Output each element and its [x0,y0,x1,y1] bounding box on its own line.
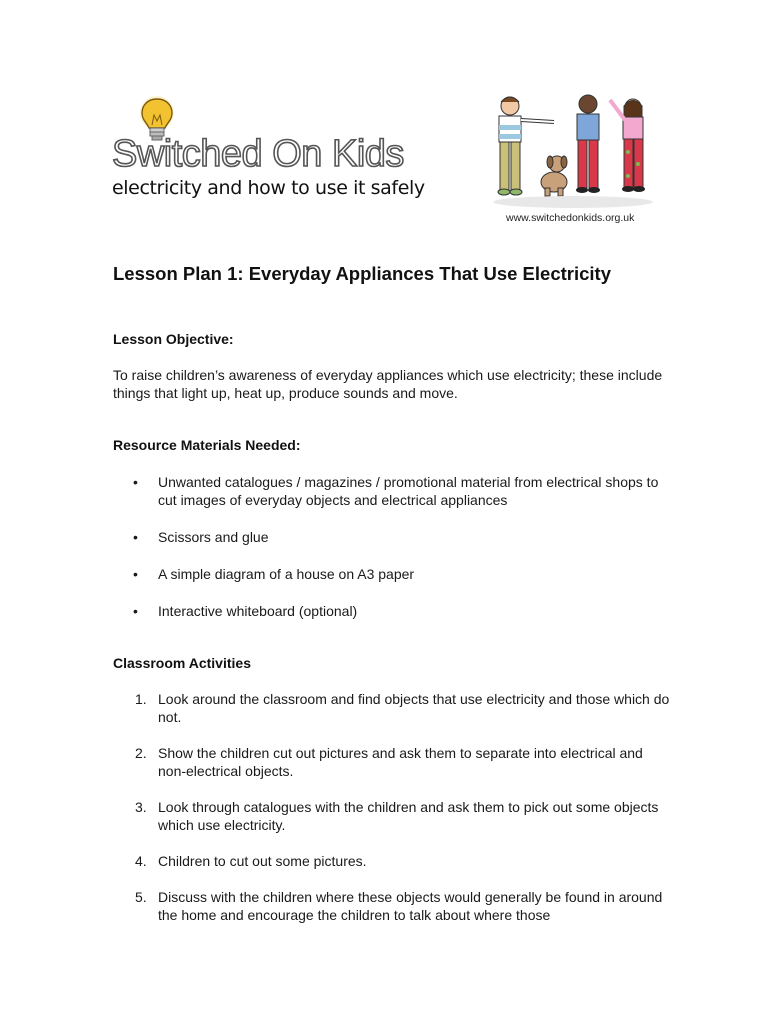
switched-on-kids-logo [110,95,425,215]
resource-text: Scissors and glue [158,529,269,545]
list-item [113,602,673,620]
activity-text: Children to cut out some pictures. [158,853,367,869]
list-item [113,690,673,726]
logo-title: Switched On Kids [112,133,404,175]
resources-list [113,473,673,620]
activities-heading: Classroom Activities [113,655,251,671]
lesson-title: Lesson Plan 1: Everyday Appliances That Use Electricity [113,263,611,284]
bullet-icon: • [133,603,138,619]
activity-text: Look around the classroom and find objects that use electricity and those which do not. [158,691,670,725]
bullet-icon: • [133,566,138,582]
list-item [113,798,673,834]
activity-text: Look through catalogues with the children and ask them to pick out some objects which use electricity. [158,799,659,833]
lesson-content [113,262,673,942]
list-item [113,888,673,924]
website-url: www.switchedonkids.org.uk [506,212,635,224]
list-item [113,744,673,780]
list-item [113,565,673,583]
activity-text: Show the children cut out pictures and ask them to separate into electrical and non-electrical objects. [158,745,643,779]
bullet-icon: • [133,529,138,545]
resource-text: Interactive whiteboard (optional) [158,603,358,619]
children-and-dog-illustration [488,92,658,230]
objective-heading: Lesson Objective: [113,331,234,347]
objective-text: To raise children’s awareness of everyday appliances which use electricity; these include things that light up, heat up, produce sounds and move. [113,367,663,401]
resource-text: A simple diagram of a house on A3 paper [158,566,415,582]
logo-tagline: electricity and how to use it safely [112,177,425,199]
activity-text: Discuss with the children where these objects would generally be found in around the home and encourage the children to talk about where those [158,889,663,923]
children-illustration-graphic [488,92,658,230]
activity-number: 1. [135,691,147,707]
resource-text: Unwanted catalogues / magazines / promotional material from electrical shops to cut images of everyday objects and electrical appliances [158,474,659,508]
activity-number: 3. [135,799,147,815]
activities-list [113,690,673,924]
list-item [113,528,673,546]
list-item [113,473,673,509]
activity-number: 5. [135,889,147,905]
activity-number: 2. [135,745,147,761]
bullet-icon: • [133,474,138,490]
activity-number: 4. [135,853,147,869]
list-item [113,852,673,870]
resources-heading: Resource Materials Needed: [113,437,301,453]
